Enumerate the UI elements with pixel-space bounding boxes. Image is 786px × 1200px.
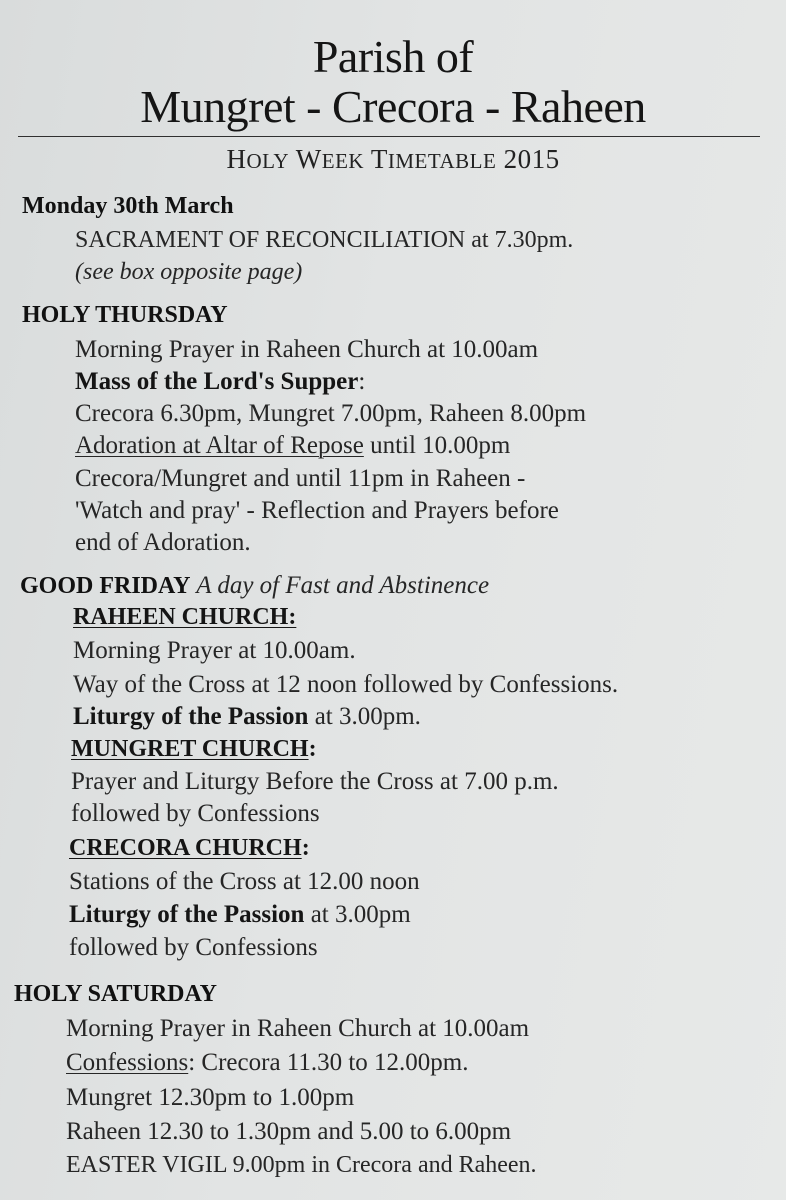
parish-title-line2: Mungret - Crecora - Raheen xyxy=(140,81,646,132)
friday-raheen-label: RAHEEN CHURCH: xyxy=(73,604,297,630)
friday-raheen-liturgy: Liturgy of the Passion at 3.00pm. xyxy=(73,703,421,730)
monday-reconciliation: SACRAMENT OF RECONCILIATION at 7.30pm. xyxy=(75,227,574,253)
friday-raheen-prayer: Morning Prayer at 10.00am. xyxy=(73,637,356,664)
monday-note: (see box opposite page) xyxy=(75,259,303,285)
thursday-watch-pray: 'Watch and pray' - Reflection and Prayers before xyxy=(75,497,559,524)
thursday-morning-prayer: Morning Prayer in Raheen Church at 10.00am xyxy=(75,336,539,363)
friday-heading: GOOD FRIDAY A day of Fast and Abstinence xyxy=(20,572,490,599)
friday-mungret-prayer: Prayer and Liturgy Before the Cross at 7.00 p.m. xyxy=(71,768,559,795)
friday-crecora-label: CRECORA CHURCH: xyxy=(69,835,310,861)
friday-mungret-confessions: followed by Confessions xyxy=(71,800,320,827)
thursday-adoration-detail: Crecora/Mungret and until 11pm in Raheen - xyxy=(75,465,526,492)
thursday-end-adoration: end of Adoration. xyxy=(75,529,251,556)
friday-raheen-way-of-cross: Way of the Cross at 12 noon followed by Confessions. xyxy=(73,671,619,698)
saturday-morning-prayer: Morning Prayer in Raheen Church at 10.00am xyxy=(66,1015,530,1042)
friday-crecora-confessions: followed by Confessions xyxy=(69,934,318,961)
thursday-heading: HOLY THURSDAY xyxy=(22,302,228,328)
saturday-raheen: Raheen 12.30 to 1.30pm and 5.00 to 6.00pm xyxy=(66,1118,512,1145)
friday-mungret-label: MUNGRET CHURCH: xyxy=(71,736,317,762)
friday-crecora-stations: Stations of the Cross at 12.00 noon xyxy=(69,868,420,895)
saturday-heading: HOLY SATURDAY xyxy=(14,981,217,1007)
saturday-easter-vigil: EASTER VIGIL 9.00pm in Crecora and Raheen. xyxy=(66,1152,537,1178)
saturday-confessions: Confessions: Crecora 11.30 to 12.00pm. xyxy=(66,1049,469,1076)
thursday-adoration: Adoration at Altar of Repose until 10.00pm xyxy=(75,432,511,459)
monday-heading: Monday 30th March xyxy=(22,193,234,219)
thursday-mass-heading: Mass of the Lord's Supper: xyxy=(75,368,366,395)
parish-title-line1: Parish of xyxy=(312,31,474,82)
page-subtitle: HOLY WEEK TIMETABLE 2015 xyxy=(226,144,560,174)
title-divider xyxy=(18,136,760,137)
saturday-mungret: Mungret 12.30pm to 1.00pm xyxy=(66,1084,355,1111)
thursday-mass-times: Crecora 6.30pm, Mungret 7.00pm, Raheen 8.00pm xyxy=(75,400,587,427)
friday-crecora-liturgy: Liturgy of the Passion at 3.00pm xyxy=(69,901,411,928)
